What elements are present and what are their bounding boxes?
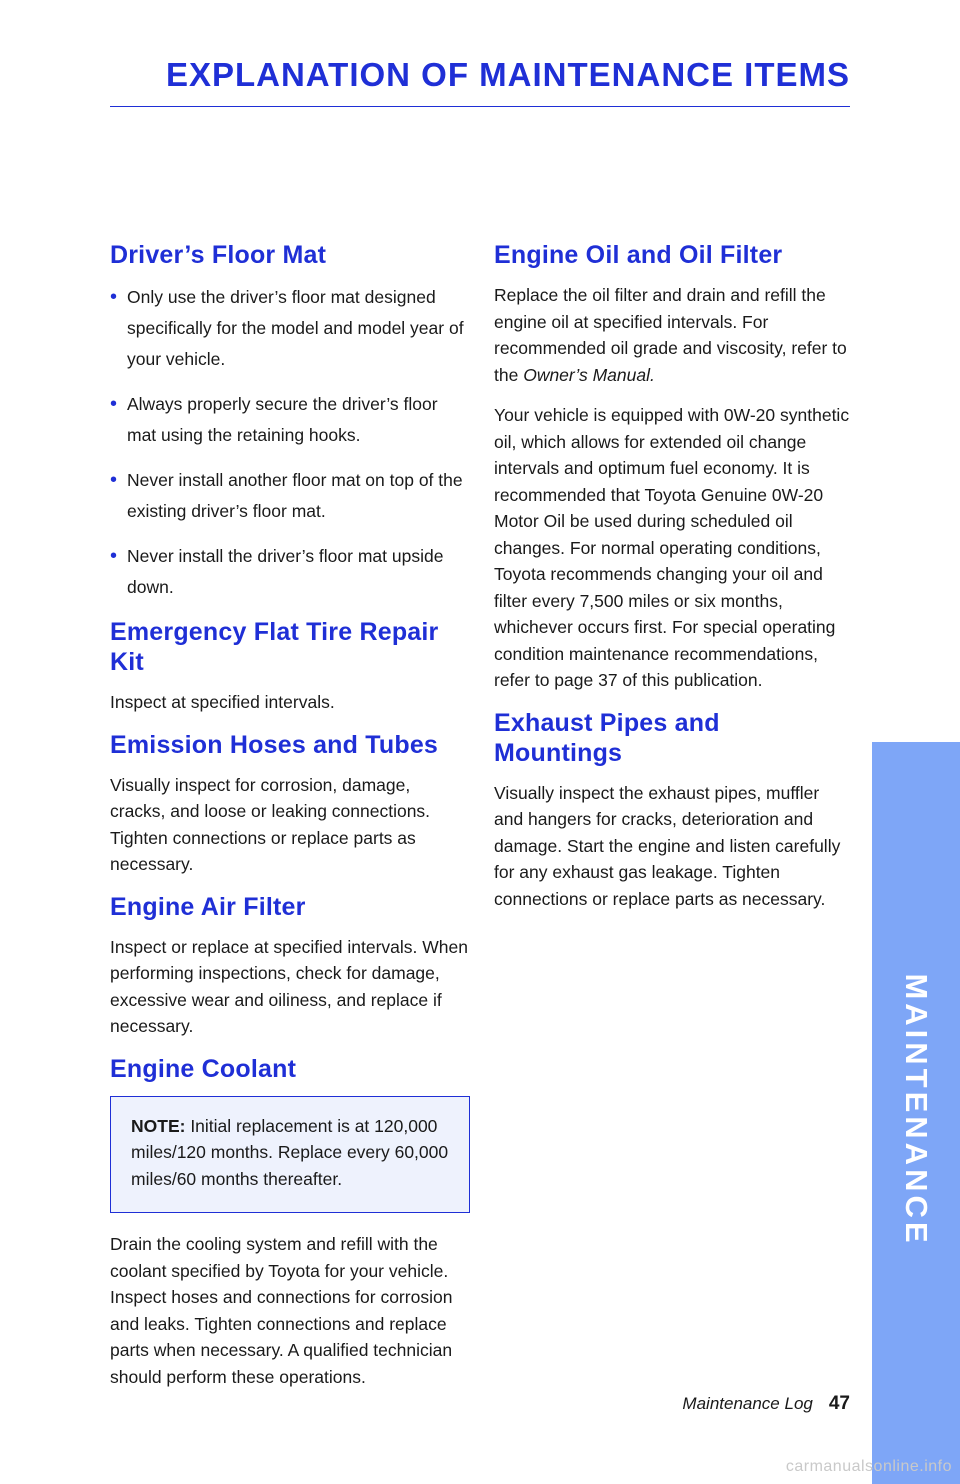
page-title: EXPLANATION OF MAINTENANCE ITEMS — [165, 56, 850, 93]
oil-text-intro: Replace the oil filter and drain and refill the engine oil at specified intervals. For recommended oil grade and viscosity, refer to the — [494, 285, 847, 385]
section-text: Visually inspect for corrosion, damage, cracks, and loose or leaking connections. Tighten connections or replace parts as necessary. — [110, 774, 431, 874]
section-text: Inspect or replace at specified intervals. When performing inspections, check for damage, excessive wear and oiliness, and replace if necessary. — [110, 936, 468, 1036]
watermark: carmanualsonline.info — [785, 1458, 952, 1475]
bullet-list — [110, 282, 470, 603]
right-column — [494, 240, 850, 926]
section-heading: Emergency Flat Tire Repair Kit — [110, 618, 439, 676]
section-air-filter — [110, 892, 470, 1040]
section-heading: Engine Oil and Oil Filter — [494, 241, 783, 269]
footer-label: Maintenance Log — [682, 1394, 813, 1413]
section-text: Your vehicle is equipped with 0W-20 synthetic oil, which allows for extended oil change intervals and optimum fuel economy. It is recommended that Toyota Genuine 0W-20 Motor Oil be used during scheduled oil changes. For normal operating conditions, Toyota recommends changing your oil and filter every 7,500 miles or six months, whichever occurs first. For special operating condition maintenance recommendations, refer to page 37 of this publication. — [494, 405, 850, 690]
bullet-item: • Always properly secure the driver’s floor mat using the retaining hooks. — [110, 389, 470, 451]
section-floor-mat — [110, 240, 470, 603]
section-engine-oil — [494, 240, 850, 694]
section-heading: Exhaust Pipes and Mountings — [494, 708, 720, 767]
section-heading: Emission Hoses and Tubes — [110, 730, 439, 759]
section-heading: Engine Air Filter — [110, 892, 306, 921]
section-text: Visually inspect the exhaust pipes, muffler and hangers for cracks, deterioration and damage. Start the engine and listen carefully for any exhaust gas leakage. Tighten connections or replace parts as necessary. — [494, 782, 841, 909]
bullet-item: • Never install the driver’s floor mat upside down. — [110, 541, 470, 603]
note-text: Initial replacement is at 120,000 miles/120 months. Replace every 60,000 miles/60 months thereafter. — [131, 1115, 449, 1189]
section-text — [494, 282, 850, 388]
section-emission-hoses — [110, 730, 470, 878]
note-label: NOTE: — [131, 1115, 186, 1136]
section-exhaust — [494, 708, 850, 913]
title-divider — [110, 106, 850, 107]
page-footer — [682, 1393, 850, 1415]
page-number: 47 — [828, 1393, 850, 1414]
note-box — [110, 1096, 470, 1214]
section-heading: Engine Coolant — [110, 1054, 297, 1083]
section-heading: Driver’s Floor Mat — [110, 241, 327, 269]
bullet-item: • Never install another floor mat on top of the existing driver’s floor mat. — [110, 465, 470, 527]
section-engine-coolant — [110, 1054, 470, 1391]
owners-manual-reference: Owner’s Manual. — [523, 364, 655, 385]
section-text: Drain the cooling system and refill with the coolant specified by Toyota for your vehicle. Inspect hoses and connections for corrosion and leaks. Tighten connections and replace parts when necessary. A qualified technician should perform these operations. — [110, 1234, 453, 1387]
bullet-item: • Only use the driver’s floor mat designed specifically for the model and model year of your vehicle. — [110, 282, 470, 375]
section-flat-tire-kit — [110, 617, 470, 716]
side-tab-label: MAINTENANCE — [899, 973, 934, 1247]
left-column — [110, 240, 470, 1404]
section-text: Inspect at specified intervals. — [110, 692, 335, 712]
